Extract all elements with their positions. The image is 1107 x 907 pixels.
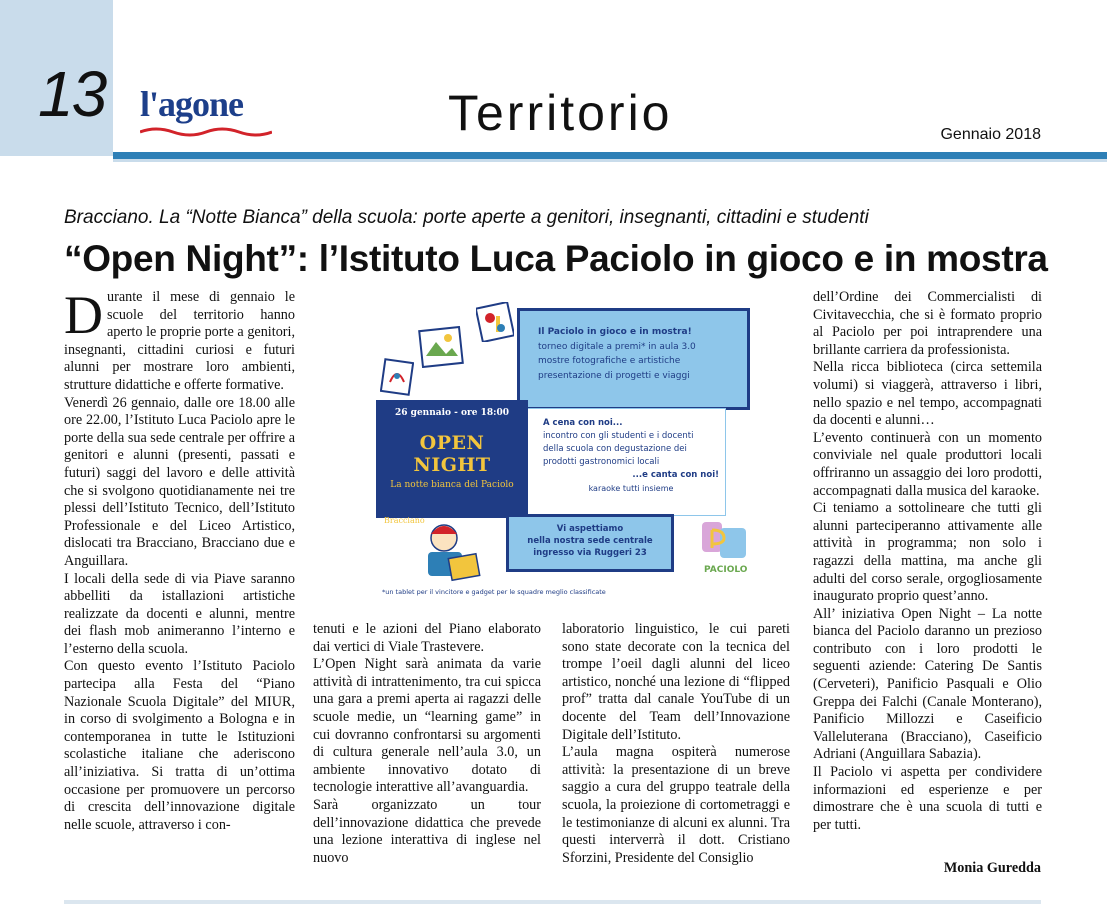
- issue-date: Gennaio 2018: [940, 126, 1041, 143]
- paragraph: L’evento continuerà con un momento conviviale nel quale produttori locali offriranno un assaggio dei loro prodotti, accompagnati dalla musica del karaoke.: [813, 429, 1042, 499]
- poster-dinner-line: prodotti gastronomici locali: [543, 457, 660, 467]
- poster-program-title: Il Paciolo in gioco e in mostra!: [538, 327, 692, 337]
- paragraph: All’ iniziativa Open Night – La notte bianca del Paciolo daranno un prezioso contributo con i loro prodotti le seguenti aziende: Catering De Santis (Cerveteri), Panificio Pasquali e Olio Greppa dei Falchi (Canale Monterano), Panificio Millozzi e Caseificio Valleluterana (Bracciano), Caseificio Adriani (Anguillara Sabazia).: [813, 605, 1042, 763]
- reading-child-icon: [420, 520, 484, 586]
- paragraph: Sarà organizzato un tour dell’innovazione didattica che prevede una lezione interattiva di inglese nel nuovo: [313, 796, 541, 866]
- poster-invite-line: ingresso via Ruggeri 23: [533, 548, 647, 558]
- newspaper-logo: [140, 86, 280, 148]
- logo-wave-icon: [140, 126, 272, 138]
- paragraph: L’aula magna ospiterà numerose attività: la presentazione di un breve saggio a cura del gruppo teatrale della scuola, la proiezione di cortometraggi e le testimonianze di alcuni ex alunni. Tra questi interverrà il dott. Cristiano Sforzini, Presidente del Consiglio: [562, 744, 790, 866]
- poster-date: 26 gennaio - ore 18:00: [395, 408, 509, 418]
- paragraph: [64, 285, 295, 395]
- poster-invite-line: Vi aspettiamo: [556, 524, 624, 534]
- article-author: Monia Guredda: [943, 860, 1041, 876]
- poster-dinner-box: [526, 408, 726, 516]
- landscape-photo-icon: [418, 326, 464, 368]
- poster-open-night-box: [376, 400, 528, 525]
- event-poster: [356, 296, 766, 607]
- poster-open-night-title: OPEN NIGHT: [413, 432, 491, 476]
- book-icon: [380, 358, 414, 396]
- page-number: 13: [38, 58, 106, 130]
- paragraph: Con questo evento l’Istituto Paciolo partecipa alla Festa del “Piano Nazionale Scuola Digitale” del MIUR, in corso di svolgimento a Bologna e in contemporanea in tutte le Istituzioni scolastiche italiane che aderiscono all’iniziativa. Si tratta di un’ottima occasione per promuovere un percorso di crescita dell’innovazione digitale nelle scuole, attraverso i con-: [64, 658, 295, 833]
- article-column-2: [313, 621, 541, 867]
- paragraph-text: urante il mese di gennaio le scuole del territorio hanno aperto le proprie porte a genitori, insegnanti, cittadini curiosi e futuri alunni per mostrare loro ambienti, strutture didattiche e offerte formative.: [64, 289, 295, 393]
- paragraph: dell’Ordine dei Commercialisti di Civitavecchia, che si è formato proprio al Paciolo per poi intraprendere una brillante carriera da professionista.: [813, 289, 1042, 358]
- poster-dinner-title: A cena con noi...: [543, 418, 623, 428]
- paciolo-brand-text: PACIOLO: [704, 565, 748, 575]
- article-headline: “Open Night”: l’Istituto Luca Paciolo in gioco e in mostra: [64, 238, 1048, 279]
- article-column-4: [813, 289, 1042, 834]
- drop-cap: D: [64, 285, 103, 345]
- poster-sing-line: ...e canta con noi!: [632, 470, 719, 480]
- logo-text: l'agone: [140, 84, 244, 124]
- footer-rule: [64, 900, 1041, 904]
- header-rule: [113, 152, 1107, 159]
- poster-program-box: [517, 308, 750, 410]
- article-column-3: [562, 621, 790, 867]
- poster-program-line: torneo digitale a premi* in aula 3.0: [538, 341, 696, 352]
- poster-dinner-line: incontro con gli studenti e i docenti: [543, 431, 694, 441]
- poster-invite-box: [506, 514, 674, 572]
- paragraph: laboratorio linguistico, le cui pareti sono state decorate con la tecnica del trompe l’oeil dagli alunni del liceo artistico, nonché una lezione di “flipped prof” tratta dal canale YouTube di un docente del Team dell’Innovazione Digitale dell’Istituto.: [562, 621, 790, 743]
- poster-program-line: mostre fotografiche e artistiche: [538, 356, 681, 366]
- paragraph: Il Paciolo vi aspetta per condividere informazioni ed esperienze e per dimostrare che è una scuola di tutti e per tutti.: [813, 764, 1042, 833]
- poster-location: Bracciano: [384, 516, 425, 525]
- paint-palette-icon: [476, 302, 514, 342]
- paragraph: Nella ricca biblioteca (circa settemila volumi) si viaggerà, attraverso i libri, nello spazio e nel tempo, accompagnati da docenti e alunni…: [813, 359, 1042, 429]
- poster-program-line: presentazione di progetti e viaggi: [538, 370, 690, 381]
- paciolo-logo-icon: [696, 518, 754, 578]
- poster-footnote: *un tablet per il vincitore e gadget per le squadre meglio classificate: [382, 588, 606, 596]
- article-column-1: [64, 285, 295, 834]
- poster-subtitle: La notte bianca del Paciolo: [390, 480, 514, 490]
- paragraph: L’Open Night sarà animata da varie attività di intrattenimento, tra cui spicca una gara a premi aperta ai ragazzi delle scuole medie, un “learning game” in cui dovranno confrontarsi su argomenti di cultura generale nell’aula 3.0, un ambiente innovativo dotato di tecnologie interattive all’avanguardia.: [313, 656, 541, 796]
- paragraph: tenuti e le azioni del Piano elaborato dai vertici di Viale Trastevere.: [313, 621, 541, 655]
- article-kicker: Bracciano. La “Notte Bianca” della scuola: porte aperte a genitori, insegnanti, cittadini e studenti: [64, 207, 869, 228]
- section-title: Territorio: [448, 85, 673, 141]
- header-rule-thin: [113, 159, 1107, 162]
- paragraph: I locali della sede di via Piave saranno abbelliti da istallazioni artistiche realizzate da docenti e alunni, mentre dei flash mob animeranno l’interno e l’esterno della scuola.: [64, 570, 295, 657]
- poster-dinner-line: della scuola con degustazione dei: [543, 444, 687, 454]
- poster-karaoke-line: karaoke tutti insieme: [588, 484, 674, 493]
- paragraph: Venerdì 26 gennaio, dalle ore 18.00 alle ore 22.00, l’Istituto Luca Paciolo apre le porte della sua sede centrale per offrire a genitori e alunni (presenti, passati e futuri) saggi del lavoro e delle attività che si svolgono quotidianamente nei tre plessi dell’Istituto Tecnico, dell’Istituto Professionale e del Liceo Artistico, dislocati tra Bracciano, Bracciano due e Anguillara.: [64, 394, 295, 569]
- poster-invite-line: nella nostra sede centrale: [527, 536, 653, 546]
- paragraph: Ci teniamo a sottolineare che tutti gli alunni parteciperanno attivamente alle attività in programma; non solo i ragazzi della mattina, ma anche gli adulti del corso serale, orgogliosamente inaugurato proprio quest’anno.: [813, 500, 1042, 605]
